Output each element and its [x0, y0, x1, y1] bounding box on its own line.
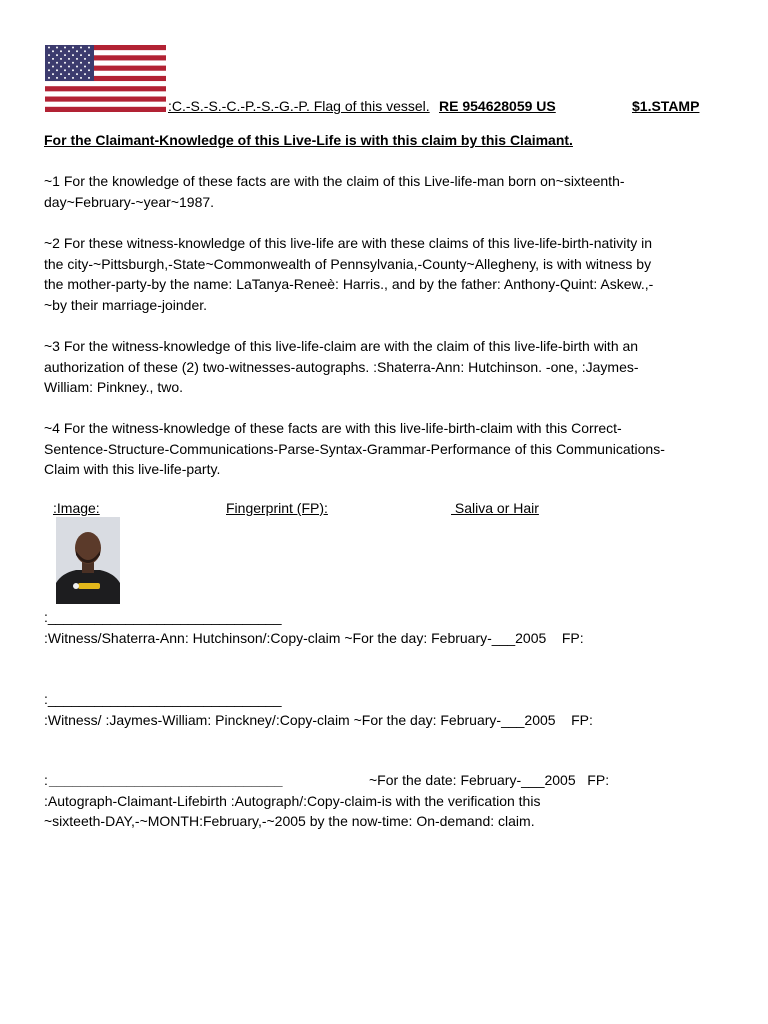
paragraph-line: Sentence-Structure-Communications-Parse-Syntax-Grammar-Performance of this Communications-: [44, 440, 665, 457]
claimant-photo: [56, 517, 120, 604]
stamp-label: $1.STAMP: [632, 98, 700, 114]
paragraph-line: authorization of these (2) two-witnesses-autographs. :Shaterra-Ann: Hutchinson. -one, :Jaymes-: [44, 358, 639, 375]
paragraph-line: the mother-party-by the name: LaTanya-Reneè: Harris., and by the father: Anthony-Quint: Askew.,-: [44, 276, 654, 292]
paragraph-line: the city-~Pittsburgh,-State~Commonwealth of Pennsylvania,-County~Allegheny, is with witness by: [44, 255, 652, 272]
witness-1-signature-line: :______________________________: [44, 609, 282, 625]
paragraph-1: [44, 171, 716, 212]
us-flag-icon: [45, 45, 166, 112]
claimant-signature-colon: :: [44, 772, 48, 788]
claimant-signature-line: ______________________________: [49, 772, 283, 788]
saliva-label: Saliva or Hair: [451, 500, 539, 516]
claimant-date: ~For the date: February-___2005 FP:: [369, 772, 610, 788]
image-label: :Image:: [53, 500, 100, 516]
paragraph-line: day~February-~year~1987.: [44, 193, 215, 210]
flag-caption: :C.-S.-S.-C.-P.-S.-G.-P. Flag of this vessel.: [168, 98, 430, 114]
paragraph-3: [44, 336, 716, 398]
witness-1-caption: :Witness/Shaterra-Ann: Hutchinson/:Copy-claim ~For the day: February-___2005 FP:: [44, 630, 584, 646]
fingerprint-label: Fingerprint (FP):: [226, 500, 328, 516]
claimant-verification: ~sixteeth-DAY,-~MONTH:February,-~2005 by the now-time: On-demand: claim.: [44, 813, 535, 829]
paragraph-line: ~by their marriage-joinder.: [44, 296, 208, 313]
witness-2-signature-line: :______________________________: [44, 691, 282, 707]
registration-number: RE 954628059 US: [439, 98, 556, 114]
claimant-caption: :Autograph-Claimant-Lifebirth :Autograph/:Copy-claim-is with the verification this: [44, 793, 541, 809]
paragraph-line: Claim with this live-life-party.: [44, 461, 221, 477]
paragraph-4: [44, 418, 716, 480]
paragraph-line: ~4 For the witness-knowledge of these facts are with this live-life-birth-claim with this Correct-: [44, 420, 622, 436]
paragraph-line: William: Pinkney., two.: [44, 379, 183, 395]
document-title: For the Claimant-Knowledge of this Live-Life is with this claim by this Claimant.: [44, 132, 573, 148]
paragraph-2: [44, 233, 716, 315]
paragraph-line: ~2 For these witness-knowledge of this live-life are with these claims of this live-life-birth-nativity in: [44, 235, 653, 251]
paragraph-line: ~3 For the witness-knowledge of this live-life-claim are with the claim of this live-life-birth with an: [44, 338, 639, 354]
witness-2-caption: :Witness/ :Jaymes-William: Pinckney/:Copy-claim ~For the day: February-___2005 FP:: [44, 712, 593, 728]
paragraph-line: ~1 For the knowledge of these facts are with the claim of this Live-life-man born on~sixteenth-: [44, 173, 625, 189]
